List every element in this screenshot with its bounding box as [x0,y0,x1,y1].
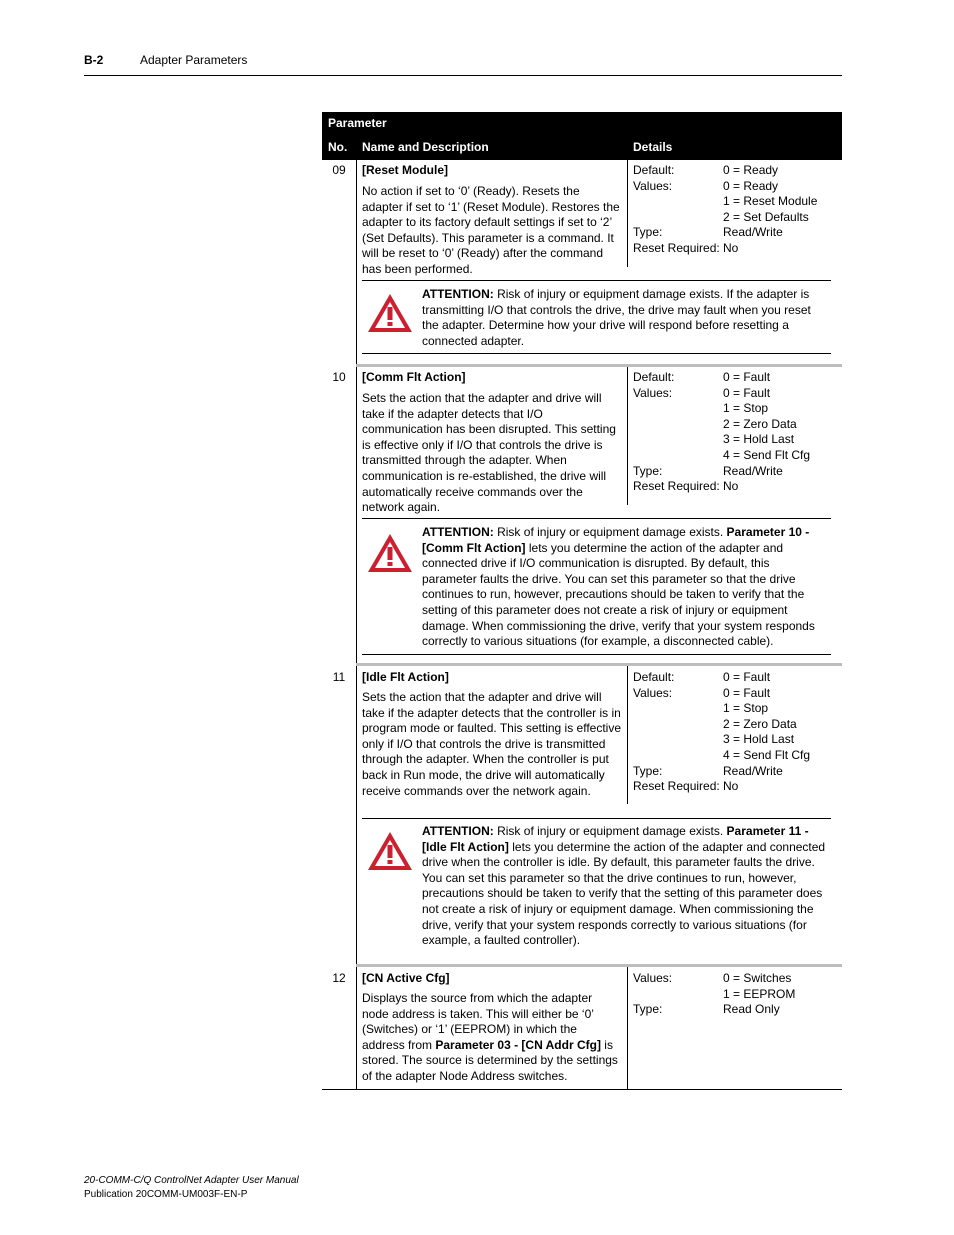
attention-box [362,280,831,355]
detail-value: 4 = Send Flt Cfg [723,747,811,762]
footer-manual-title: 20-COMM-C/Q ControlNet Adapter User Manual [84,1175,299,1186]
footer-publication: Publication 20COMM-UM003F-EN-P [84,1189,248,1200]
desc-param-ref: Parameter 03 - [CN Addr Cfg] [435,1037,601,1052]
detail-value: Read/Write [723,463,783,478]
detail-key: Reset Required: [633,779,720,794]
detail-value: 2 = Set Defaults [723,209,809,224]
row-separator [356,663,842,666]
attention-text-part: Risk of injury or equipment damage exists. [493,824,727,838]
details-divider [627,367,628,505]
param-name: [Idle Flt Action] [362,670,449,684]
detail-value: 1 = EEPROM [723,986,796,1001]
attention-text [422,287,827,349]
attention-top-rule [362,518,831,519]
header-parameter: Parameter [328,116,387,130]
detail-value: Read Only [723,1002,780,1017]
detail-key: Values: [633,385,673,400]
detail-key: Values: [633,685,673,700]
attention-text-part: lets you determine the action of the adapter and connected drive if I/O communication is disrupted. By default, this parameter faults the drive. You can set this parameter so that the drive continues to run, however, precautions should be taken to verify that the setting of this parameter does not create a risk of injury or equipment damage. When commissioning the drive, verify that your system responds correctly to various situations (for example, a disconnected cable). [422,540,815,649]
section-title: Adapter Parameters [140,53,248,67]
param-name: [Comm Flt Action] [362,370,466,384]
detail-key: Reset Required: [633,479,720,494]
detail-value: 1 = Stop [723,401,769,416]
header-name: Name and Description [362,140,489,154]
detail-key: Default: [633,163,675,177]
param-description: Sets the action that the adapter and drive will take if the adapter detects that I/O communication has been disrupted. This setting is effective only if I/O that controls the drive is transmitted through the adapter. When communication is re-established, the drive will automatically receive commands over the network again. [362,391,616,515]
detail-value: No [723,479,739,494]
details-divider [627,666,628,804]
warning-triangle-icon [366,830,414,872]
attention-text [422,824,827,949]
param-name: [CN Active Cfg] [362,971,450,985]
detail-value: 0 = Fault [723,685,771,700]
row-separator [356,364,842,367]
row-separator [356,964,842,967]
table-bottom-rule [322,1089,842,1090]
detail-value: 1 = Stop [723,701,769,716]
attention-top-rule [362,818,831,819]
detail-value: Read/Write [723,763,783,778]
table-header [322,112,842,160]
detail-value: 0 = Fault [723,370,771,384]
detail-value: 0 = Switches [723,971,792,985]
detail-value: 3 = Hold Last [723,732,795,747]
attention-label: ATTENTION: [422,287,494,301]
desc-text-part: is stored. The source is determined by the settings of the adapter Node Address switches. [362,1037,618,1083]
details-divider [627,967,628,1090]
detail-value: 0 = Ready [723,178,779,193]
detail-value: 0 = Fault [723,385,771,400]
attention-param-ref: Parameter 11 - [Idle Flt Action] [422,824,809,854]
attention-label: ATTENTION: [422,824,494,838]
detail-key: Values: [633,971,673,985]
attention-text-part: Risk of injury or equipment damage exists. [493,525,727,539]
param-number: 10 [332,370,346,384]
detail-value: 4 = Send Flt Cfg [723,447,811,462]
detail-value: No [723,779,739,794]
attention-bottom-rule [362,353,831,354]
param-number: 09 [332,163,346,177]
page-number: B-2 [84,53,104,67]
detail-key: Type: [633,1002,663,1017]
header-no: No. [328,140,348,154]
detail-value: 2 = Zero Data [723,716,797,731]
col-divider [356,160,357,1090]
attention-text-part: Risk of injury or equipment damage exists. If the adapter is transmitting I/O that controls the drive, the drive may fault when you reset the adapter. Determine how your drive will respond before resetting a connected adapter. [422,287,811,348]
warning-triangle-icon [366,532,414,574]
warning-triangle-icon [366,292,414,334]
detail-value: No [723,240,739,255]
attention-top-rule [362,280,831,281]
detail-key: Default: [633,370,675,384]
detail-key: Type: [633,463,663,478]
attention-label: ATTENTION: [422,525,494,539]
header-rule [84,75,842,76]
param-number: 12 [332,971,346,985]
detail-value: 3 = Hold Last [723,432,795,447]
detail-value: 2 = Zero Data [723,416,797,431]
detail-value: 0 = Ready [723,163,779,177]
detail-key: Default: [633,670,675,684]
detail-key: Values: [633,178,673,193]
attention-box [362,518,831,656]
detail-value: 0 = Fault [723,670,771,684]
detail-key: Type: [633,225,663,240]
attention-box [362,818,831,958]
header-details: Details [633,140,673,154]
attention-param-ref: Parameter 10 - [Comm Flt Action] [422,525,810,555]
param-name: [Reset Module] [362,163,449,177]
param-description: No action if set to ‘0’ (Ready). Resets the adapter if set to ‘1’ (Reset Module). Restores the adapter to its factory default settings if set to ‘2’ (Set Defaults). This parameter is a command. It will be reset to ‘0’ (Ready) after the command has been performed. [362,184,620,276]
detail-key: Type: [633,763,663,778]
param-number: 11 [332,670,346,684]
attention-text-part: lets you determine the action of the adapter and connected drive when the controller is idle. By default, this parameter faults the drive. You can set this parameter so that the drive continues to run, however, precautions should be taken to verify that the setting of this parameter does not create a risk of injury or equipment damage. When commissioning the drive, verify that your system responds correctly to various situations (for example, a faulted controller). [422,839,826,948]
param-description [362,991,622,1085]
desc-text-part: Displays the source from which the adapter node address is taken. This will either be ‘0’ (Switches) or ‘1’ (EEPROM) in which the address from [362,991,594,1052]
details-divider [627,160,628,267]
param-description: Sets the action that the adapter and drive will take if the adapter detects that the controller is in program mode or faulted. This setting is effective only if I/O that controls the drive is transmitted through the adapter. When the controller is put back in Run mode, the drive will automatically receive commands over the network again. [362,690,622,798]
attention-bottom-rule [362,654,831,655]
attention-text [422,525,827,650]
detail-value: Read/Write [723,225,783,240]
detail-key: Reset Required: [633,240,720,255]
detail-value: 1 = Reset Module [723,194,818,209]
